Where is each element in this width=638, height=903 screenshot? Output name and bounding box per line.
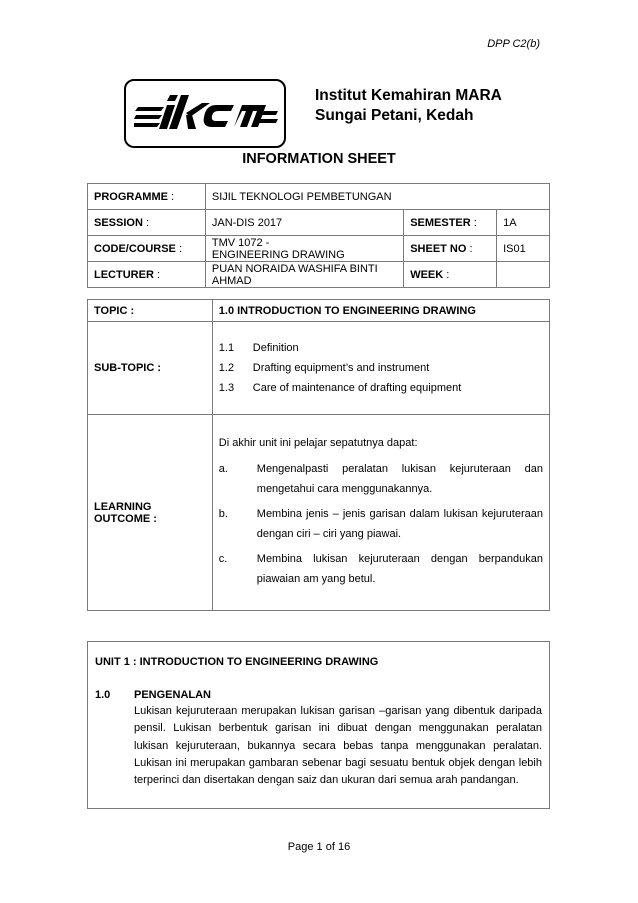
subtopic-number: 1.1 bbox=[218, 342, 235, 354]
week-label: WEEK : bbox=[404, 262, 497, 288]
programme-row bbox=[88, 184, 550, 210]
learning-outcome-item bbox=[219, 504, 543, 544]
subtopic-text: Definition bbox=[252, 342, 299, 354]
subtopic-item bbox=[219, 382, 543, 394]
learning-outcome-letter: b. bbox=[218, 507, 228, 520]
lecturer-value bbox=[205, 262, 403, 288]
page-number: Page 1 of 16 bbox=[287, 841, 351, 853]
ikm-logo bbox=[124, 79, 286, 148]
lecturer-value-line-2: AHMAD bbox=[211, 274, 252, 287]
session-row bbox=[88, 210, 550, 236]
subtopic-item bbox=[219, 362, 543, 374]
institution-line-2: Sungai Petani, Kedah bbox=[315, 107, 474, 124]
code-label: CODE/COURSE : bbox=[88, 236, 206, 262]
learning-outcome-letter: a. bbox=[218, 462, 228, 475]
code-value bbox=[205, 236, 403, 262]
code-value-line-2: ENGINEERING DRAWING bbox=[211, 248, 345, 261]
learning-outcome-item bbox=[219, 549, 543, 589]
code-value-line-1: TMV 1072 - bbox=[211, 236, 270, 249]
learning-outcome-row bbox=[88, 415, 550, 611]
learning-outcome-text: Membina lukisan kejuruteraan dengan berpandukan piawaian am yang betul. bbox=[256, 552, 543, 585]
learning-outcome-content bbox=[212, 415, 549, 611]
week-value bbox=[497, 262, 550, 288]
sheet-no-value: IS01 bbox=[497, 236, 550, 262]
subtopic-number: 1.3 bbox=[218, 382, 235, 394]
code-row bbox=[88, 236, 550, 262]
institution-name bbox=[315, 86, 502, 126]
subtopic-label: SUB-TOPIC : bbox=[88, 322, 213, 415]
subtopic-list bbox=[212, 322, 549, 415]
learning-outcome-label-line-2: OUTCOME : bbox=[94, 512, 157, 525]
course-info-table bbox=[87, 183, 550, 288]
document-code: DPP C2(b) bbox=[487, 38, 540, 50]
session-value: JAN-DIS 2017 bbox=[205, 210, 403, 236]
lecturer-label: LECTURER : bbox=[88, 262, 206, 288]
section-heading bbox=[95, 689, 211, 701]
unit-content-box bbox=[87, 641, 550, 809]
learning-outcome-text: Mengenalpasti peralatan lukisan kejuruteraan dan mengetahui cara menggunakannya. bbox=[256, 462, 543, 495]
lecturer-row bbox=[88, 262, 550, 288]
learning-outcome-letter: c. bbox=[218, 552, 228, 565]
subtopic-item bbox=[219, 342, 543, 354]
subtopic-row bbox=[88, 322, 550, 415]
learning-outcome-text: Membina jenis – jenis garisan dalam lukisan kejuruteraan dengan ciri – ciri yang piawai. bbox=[256, 507, 543, 540]
topic-label: TOPIC : bbox=[88, 300, 213, 322]
ikm-logo-icon bbox=[134, 89, 278, 139]
programme-value: SIJIL TEKNOLOGI PEMBETUNGAN bbox=[205, 184, 549, 210]
lecturer-value-line-1: PUAN NORAIDA WASHIFA BINTI bbox=[211, 262, 378, 275]
semester-label: SEMESTER : bbox=[404, 210, 497, 236]
session-label: SESSION : bbox=[88, 210, 206, 236]
topic-value: 1.0 INTRODUCTION TO ENGINEERING DRAWING bbox=[212, 300, 549, 322]
topic-table bbox=[87, 299, 550, 611]
sheet-title: INFORMATION SHEET bbox=[242, 151, 396, 167]
semester-value: 1A bbox=[497, 210, 550, 236]
unit-title: UNIT 1 : INTRODUCTION TO ENGINEERING DRAWING bbox=[95, 656, 379, 668]
section-number: 1.0 bbox=[95, 689, 111, 701]
programme-label: PROGRAMME : bbox=[88, 184, 206, 210]
learning-outcome-intro: Di akhir unit ini pelajar sepatutnya dapat: bbox=[218, 436, 418, 449]
topic-row bbox=[88, 300, 550, 322]
sheet-no-label: SHEET NO : bbox=[404, 236, 497, 262]
learning-outcome-item bbox=[219, 459, 543, 499]
section-paragraph: Lukisan kejuruteraan merupakan lukisan garisan –garisan yang dibentuk daripada pensil. Lukisan berbentuk garisan ini dibuat dengan menggunakan peralatan lukisan kejuruteraan, bukannya secara bebas tanpa menggunakan peralatan. Lukisan ini merupakan gambaran sebenar bagi sesuatu bentuk objek dengan lebih terperinci dan disertakan dengan saiz dan ukuran dari semua arah pandangan. bbox=[134, 705, 542, 787]
section-title: PENGENALAN bbox=[134, 689, 212, 701]
institution-line-1: Institut Kemahiran MARA bbox=[315, 87, 502, 104]
subtopic-text: Care of maintenance of drafting equipment bbox=[252, 382, 462, 394]
learning-outcome-label bbox=[88, 415, 213, 611]
subtopic-number: 1.2 bbox=[218, 362, 235, 374]
subtopic-text: Drafting equipment’s and instrument bbox=[252, 362, 430, 374]
learning-outcome-label-line-1: LEARNING bbox=[94, 500, 152, 513]
